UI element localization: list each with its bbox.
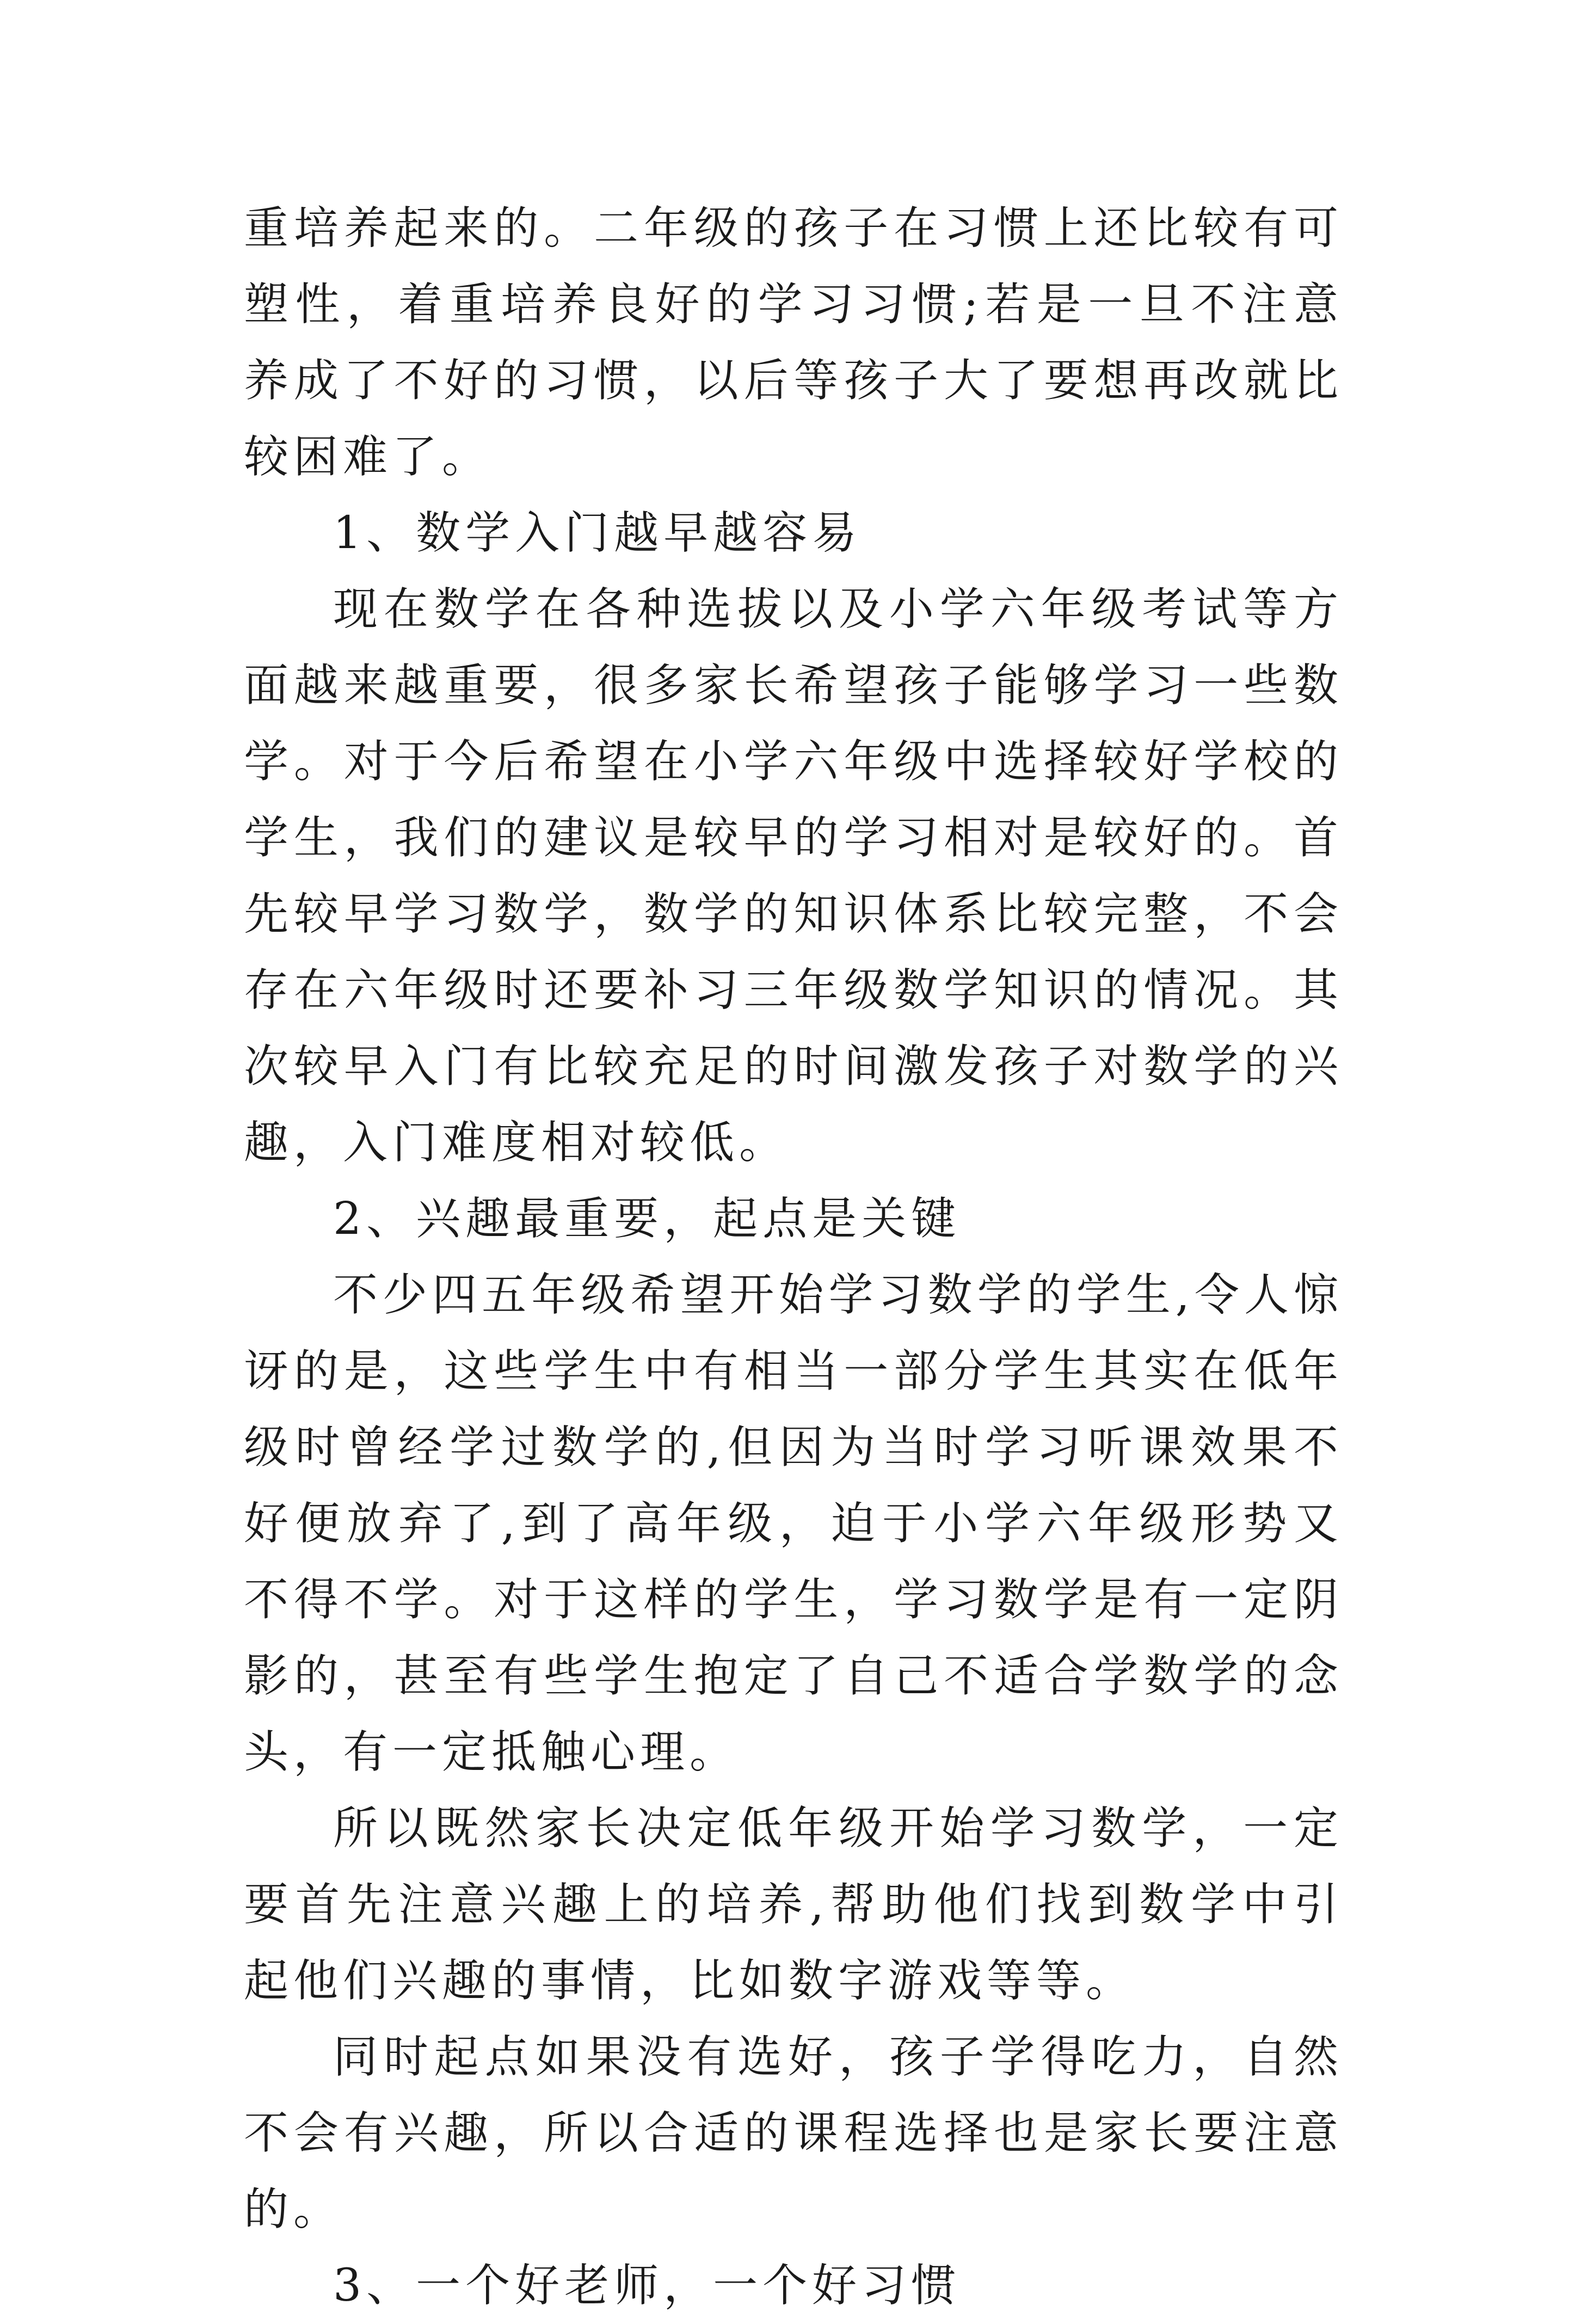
document-body <box>244 190 1343 2324</box>
paragraph-parents-decision: 所以既然家长决定低年级开始学习数学，一定要首先注意兴趣上的培养,帮助他们找到数学中引起他们兴趣的事情，比如数字游戏等等。 <box>244 1803 1343 2007</box>
paragraph-starting-point: 同时起点如果没有选好，孩子学得吃力，自然不会有兴趣，所以合适的课程选择也是家长要注意的。 <box>244 2031 1343 2235</box>
section-heading-1: 1、数学入门越早越容易 <box>333 507 862 559</box>
paragraph-interest: 不少四五年级希望开始学习数学的学生,令人惊讶的是，这些学生中有相当一部分学生其实在低年级时曾经学过数学的,但因为当时学习听课效果不好便放弃了,到了高年级，迫于小学六年级形势又不得不学。对于这样的学生，学习数学是有一定阴影的，甚至有些学生抱定了自己不适合学数学的念头，有一定抵触心理。 <box>244 1269 1343 1778</box>
paragraph-early-start: 现在数学在各种选拔以及小学六年级考试等方面越来越重要，很多家长希望孩子能够学习一些数学。对于今后希望在小学六年级中选择较好学校的学生，我们的建议是较早的学习相对是较好的。首先较早学习数学，数学的知识体系比较完整，不会存在六年级时还要补习三年级数学知识的情况。其次较早入门有比较充足的时间激发孩子对数学的兴趣，入门难度相对较低。 <box>244 583 1343 1169</box>
paragraph-continuation: 重培养起来的。二年级的孩子在习惯上还比较有可塑性，着重培养良好的学习习惯;若是一旦不注意养成了不好的习惯，以后等孩子大了要想再改就比较困难了。 <box>244 202 1343 483</box>
section-heading-2: 2、兴趣最重要，起点是关键 <box>333 1193 961 1245</box>
section-heading-3: 3、一个好老师，一个好习惯 <box>333 2260 961 2311</box>
